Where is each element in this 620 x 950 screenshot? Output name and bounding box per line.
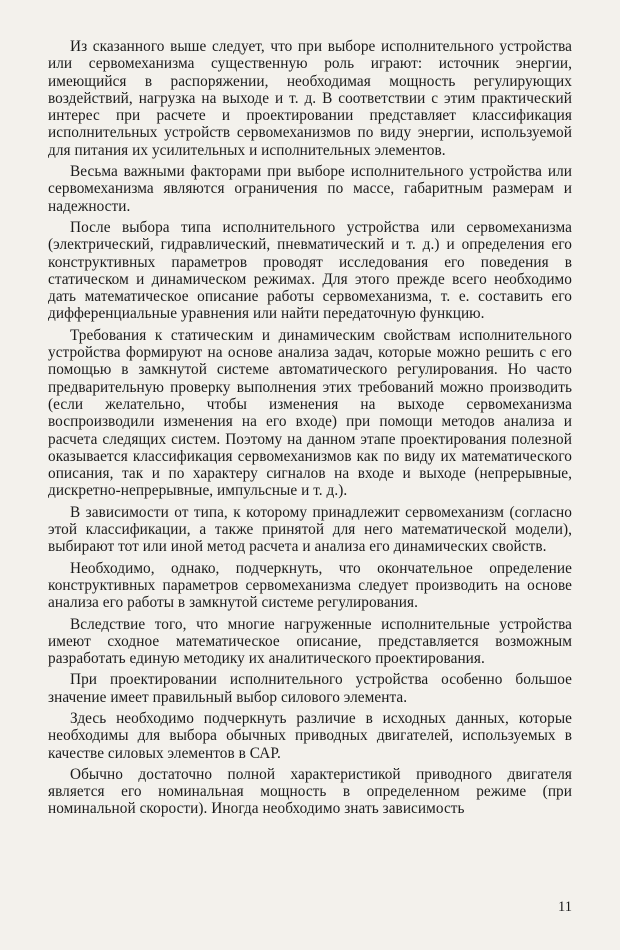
- page-number: 11: [558, 899, 572, 915]
- paragraph-5: В зависимости от типа, к которому принадлежит сервомеханизм (согласно этой классификации, а также принятой для него математической модели), выбирают тот или иной метод расчета и анализа его динамических свойств.: [48, 503, 572, 556]
- paragraph-4: Требования к статическим и динамическим свойствам исполнительного устройства формируют на основе анализа задач, которые можно решить с его помощью в замкнутой системе автоматического регулирования. Но часто предварительную проверку выполнения этих требований можно производить (если желательно, чтобы изменения на выходе сервомеханизма воспроизводили изменения на его входе) при помощи методов анализа и расчета следящих систем. Поэтому на данном этапе проектирования полезной оказывается классификация сервомеханизмов как по виду их математического описания, так и по характеру сигналов на входе и выходе (непрерывные, дискретно-непрерывные, импульсные и т. д.).: [48, 326, 572, 500]
- paragraph-1: Из сказанного выше следует, что при выборе исполнительного устройства или сервомеханизма существенную роль играют: источник энергии, имеющийся в распоряжении, необходимая мощность регулирующих воздействий, нагрузка на выходе и т. д. В соответствии с этим практический интерес при расчете и проектировании представляет классификация исполнительных устройств сервомеханизмов по виду энергии, используемой для питания их усилительных и исполнительных элементов.: [48, 38, 572, 159]
- page-body-text: [48, 38, 572, 818]
- paragraph-8: При проектировании исполнительного устройства особенно большое значение имеет правильный выбор силового элемента.: [48, 671, 572, 706]
- paragraph-2: Весьма важными факторами при выборе исполнительного устройства или сервомеханизма являются ограничения по массе, габаритным размерам и надежности.: [48, 163, 572, 215]
- paragraph-9: Здесь необходимо подчеркнуть различие в исходных данных, которые необходимы для выбора обычных приводных двигателей, используемых в качестве силовых элементов в САР.: [48, 709, 572, 762]
- paragraph-3: После выбора типа исполнительного устройства или сервомеханизма (электрический, гидравлический, пневматический и т. д.) и определения его конструктивных параметров проводят исследования его поведения в статическом и динамическом режимах. Для этого прежде всего необходимо дать математическое описание работы сервомеханизма, т. е. составить его дифференциальные уравнения или найти передаточную функцию.: [48, 218, 572, 323]
- paragraph-6: Необходимо, однако, подчеркнуть, что окончательное определение конструктивных параметров сервомеханизма следует производить на основе анализа его работы в замкнутой системе регулирования.: [48, 559, 572, 612]
- paragraph-10: Обычно достаточно полной характеристикой приводного двигателя является его номинальная мощность в определенном режиме (при номинальной скорости). Иногда необходимо знать зависимость: [48, 765, 572, 818]
- paragraph-7: Вследствие того, что многие нагруженные исполнительные устройства имеют сходное математическое описание, представляется возможным разработать единую методику их аналитического проектирования.: [48, 615, 572, 668]
